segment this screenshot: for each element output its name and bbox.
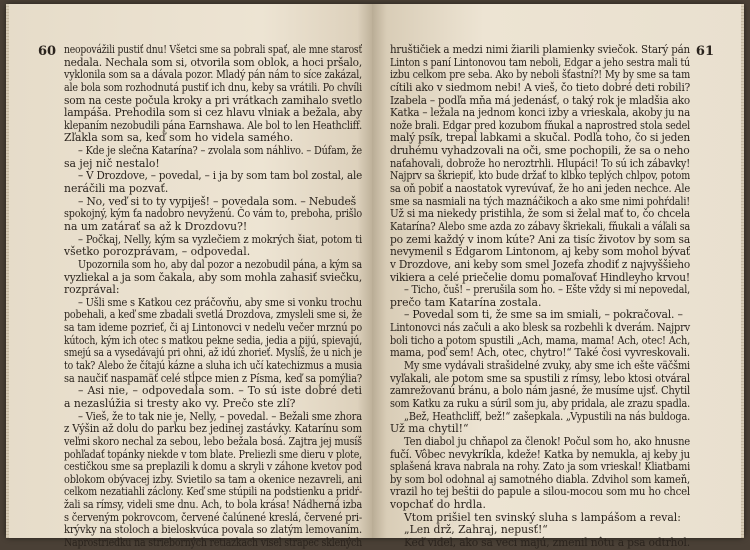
text-line: sa oň pobiť a naostatok vyrevúvať, že ho ani jeden nechce. Ale <box>390 182 690 196</box>
text-line: Ten diabol ju chňapol za členok! Počul som ho, ako hnusne <box>404 434 690 448</box>
text-line: – Počkaj, Nelly, kým sa vyzlečiem z mokrých šiat, potom ti <box>78 232 362 246</box>
text-line: Linton s paní Lintonovou tam neboli, Edgar a jeho sestra mali tú <box>390 55 690 69</box>
text-line: zamrežovanú bránu, a bolo nám jasné, že musíme ujsť. Chytil <box>390 384 690 398</box>
text-line: sa naučiť naspamäť celé stĺpce mien z Písma, keď sa pomýlia? <box>64 371 362 385</box>
text-line: spokojný, kým ťa nadobro nevyženú. Čo vám to, preboha, prišlo <box>64 207 362 221</box>
text-line: nedala. Nechala som si, otvorila som oblok, a hoci pršalo, <box>64 55 362 69</box>
text-line: „Len drž, Zahraj, nepusť!“ <box>404 523 548 537</box>
text-line: to tak? Alebo že čítajú kázne a sluha ich učí katechizmus a musia <box>64 359 362 373</box>
left-page <box>6 4 372 549</box>
text-line: Naprostriedku na strieborných retiazkach visel strapec sklených <box>64 535 362 549</box>
text-line: som Katku za ruku a súril som ju, aby pridala, ale zrazu spadla. <box>390 396 690 410</box>
text-line: v Drozdove, ani keby som smel Jozefa zhodiť z najvyššieho <box>390 257 690 271</box>
text-line: vyzliekal a ja som čakala, aby som mohla zahasiť sviečku, <box>64 270 362 284</box>
text-line: – Asi nie, – odpovedala som. – To sú iste dobré deti <box>78 384 362 398</box>
text-line: malý psík, trepal labkami a skučal. Podľa toho, čo si jeden <box>390 131 690 145</box>
text-line: neopovážili pustiť dnu! Všetci sme sa pobrali spať, ale mne starosť <box>64 43 362 56</box>
text-line: fučí. Vôbec nevykríkla, kdeže! Katka by nemukla, aj keby ju <box>390 447 690 461</box>
text-line: naťahovali, dobrože ho neroztrhli. Hlupáci! To sú ich zábavky! <box>390 156 690 170</box>
text-line: Už ma chytil!“ <box>390 422 469 436</box>
text-line: kútoch, kým ich otec s matkou pekne sedia, jedia a pijú, spievajú, <box>64 333 362 347</box>
right-page-text <box>390 44 690 550</box>
text-line: Zľakla som sa, keď som ho videla samého. <box>64 131 294 145</box>
text-line: vrazil ho tej beštii do papule a silou-mocou som mu ho chcel <box>390 485 690 499</box>
page-number-right: 61 <box>695 44 714 59</box>
text-line: cestičkou sme sa preplazili k domu a skryli v záhone kvetov pod <box>64 460 362 474</box>
text-line: smejú sa a vysedávajú pri ohni, až idú zhorieť. Myslíš, že u nich je <box>64 346 362 360</box>
page-number-left: 60 <box>38 44 57 59</box>
text-line: Lintonovci nás začuli a ako blesk sa rozbehli k dverám. Najprv <box>390 321 690 335</box>
text-line: sme sa nasmiali na tých maznáčikoch a ako sme nimi pohŕdali! <box>390 194 690 208</box>
text-line: s červeným pokrovcom, červené čalúnené kreslá, červené pri- <box>64 510 362 524</box>
text-line: ale bola som rozhodnutá pustiť ich dnu, keby sa vrátili. Po chvíli <box>64 80 362 94</box>
text-line: vopchať do hrdla. <box>390 498 486 512</box>
text-line: všetko porozprávam, – odpovedal. <box>64 245 251 259</box>
text-line: – V Drozdove, – povedal, – i ja by som tam bol zostal, ale <box>78 169 362 183</box>
text-line: Už si ma niekedy pristihla, že som si želal mať to, čo chcela <box>390 207 690 221</box>
text-line: po zemi každý v inom kúte? Ani za tisíc životov by som sa <box>390 232 690 246</box>
text-line: hruštičiek a medzi nimi žiarili plamienky sviečok. Starý pán <box>390 43 690 56</box>
text-line: celkom nezatiahli záclony. Keď sme stúpili na podstienku a pridŕ- <box>64 485 362 499</box>
text-line: boli ticho a potom spustili „Ach, mama, mama! Ach, otec! Ach, <box>390 333 690 347</box>
text-line: vyklonila som sa a dávala pozor. Mladý pán nám to síce zakázal, <box>64 68 362 82</box>
text-line: sa jej nič nestalo! <box>64 156 160 170</box>
right-page <box>372 4 744 549</box>
text-line: sa tam ideme pozrieť, či aj Lintonovci v nedeľu večer mrznú po <box>64 321 362 335</box>
text-line: nevymenil s Edgarom Lintonom, aj keby som mohol bývať <box>390 245 690 259</box>
text-line: veľmi skoro nechal za sebou, lebo bežala bosá. Zajtra jej musíš <box>64 434 362 448</box>
text-line: Katarína? Alebo sme azda zo zábavy škriekali, fňukali a váľali sa <box>390 219 690 233</box>
text-line: – Ticho, čuš! – prerušila som ho. – Ešte vždy si mi nepovedal, <box>404 283 690 297</box>
text-line: Upozornila som ho, aby dal pozor a nezobudil pána, a kým sa <box>78 257 362 271</box>
text-line: oblokom obývacej izby. Svietilo sa tam a okenice nezavreli, ani <box>64 472 362 486</box>
text-line: vikiera a celé priečelie domu pomaľovať Hindleyho krvou! <box>390 270 690 284</box>
text-line: Keď videl, ako sa veci majú, zmenil nôtu a psa odtrhol. <box>404 535 690 549</box>
text-line: žali sa rímsy, videli sme dnu. Ach, to bola krása! Nádherná izba <box>64 498 362 512</box>
text-line: Najprv sa škriepiť, kto bude držať to klbko teplých chlpov, potom <box>390 169 690 183</box>
text-line: cítili ako v siedmom nebi! A vieš, čo tieto dobré deti robili? <box>390 80 690 94</box>
text-line: – No, veď si to ty vypiješ! – povedala som. – Nebudeš <box>78 194 356 208</box>
text-line: Izabela – podľa mňa má jedenásť, o taký rok je mladšia ako <box>390 93 690 107</box>
text-line: druhému vyhadzovali na oči, sme pochopili, že sa o neho <box>390 144 690 158</box>
text-line: vyľakali, ale potom sme sa spustili z rímsy, lebo ktosi otváral <box>390 371 690 385</box>
text-line: – Povedal som ti, že sme sa im smiali, – pokračoval. – <box>404 308 683 322</box>
text-line: neráčili ma pozvať. <box>64 182 169 196</box>
text-line: – Kde je slečna Katarína? – zvolala som náhlivo. – Dúfam, že <box>78 144 362 158</box>
text-line: by som bol odohnal aj samotného diabla. Zdvihol som kameň, <box>390 472 690 486</box>
text-line: z Výšin až dolu do parku bez jedinej zastávky. Katarínu som <box>64 422 362 436</box>
text-line: „Bež, Heathcliff, bež!“ zašepkala. „Vypustili na nás buldoga. <box>404 409 690 423</box>
text-line: – Vieš, že to tak nie je, Nelly, – povedal. – Bežali sme zhora <box>78 409 362 423</box>
text-line: prečo tam Katarína zostala. <box>390 295 542 309</box>
text-line: Katka – ležala na jednom konci izby a vrieskala, akoby ju na <box>390 106 690 120</box>
left-page-text <box>64 44 362 550</box>
text-line: pohľadať topánky niekde v tom blate. Preliezli sme dieru v plote, <box>64 447 362 461</box>
page-edge <box>6 4 9 538</box>
book-spread <box>6 4 744 549</box>
text-line: nože brali. Edgar pred kozubom fňukal a naprostred stola sedel <box>390 118 690 132</box>
page-edge <box>741 4 744 538</box>
text-line: My sme vydávali strašidelné zvuky, aby sme ich ešte väčšmi <box>404 359 690 373</box>
text-line: Vtom prišiel ten svinský sluha s lampášom a reval: <box>404 510 681 524</box>
text-line: klepaním nezobudili pána Earnshawa. Ale bol to len Heathcliff. <box>64 118 362 132</box>
text-line: lampáša. Prehodila som si cez hlavu vlniak a bežala, aby <box>64 106 362 120</box>
text-line: izbu celkom pre seba. Ako by neboli šťastní?! My by sme sa tam <box>390 68 690 82</box>
text-line: som na ceste počula kroky a pri vrátkach zamihalo svetlo <box>64 93 362 107</box>
text-line: mama, poď sem! Ach, otec, chytro!“ Také čosi vyvreskovali. <box>390 346 690 360</box>
text-line: splašená krava nabrala na rohy. Zato ja som vrieskal! Kliatbami <box>390 460 690 474</box>
text-line: a nezaslúžia si tresty ako vy. Prečo ste zlí? <box>64 396 296 410</box>
text-line: – Ušli sme s Katkou cez práčovňu, aby sme si vonku trochu <box>78 295 362 309</box>
text-line: krývky na stoloch a bieloskvúca povala so zlatým lemovaním. <box>64 523 362 537</box>
text-line: pobehali, a keď sme zbadali svetlá Drozdova, zmysleli sme si, že <box>64 308 362 322</box>
text-line: na um zatárať sa až k Drozdovu?! <box>64 219 248 233</box>
text-line: rozprával: <box>64 283 120 297</box>
